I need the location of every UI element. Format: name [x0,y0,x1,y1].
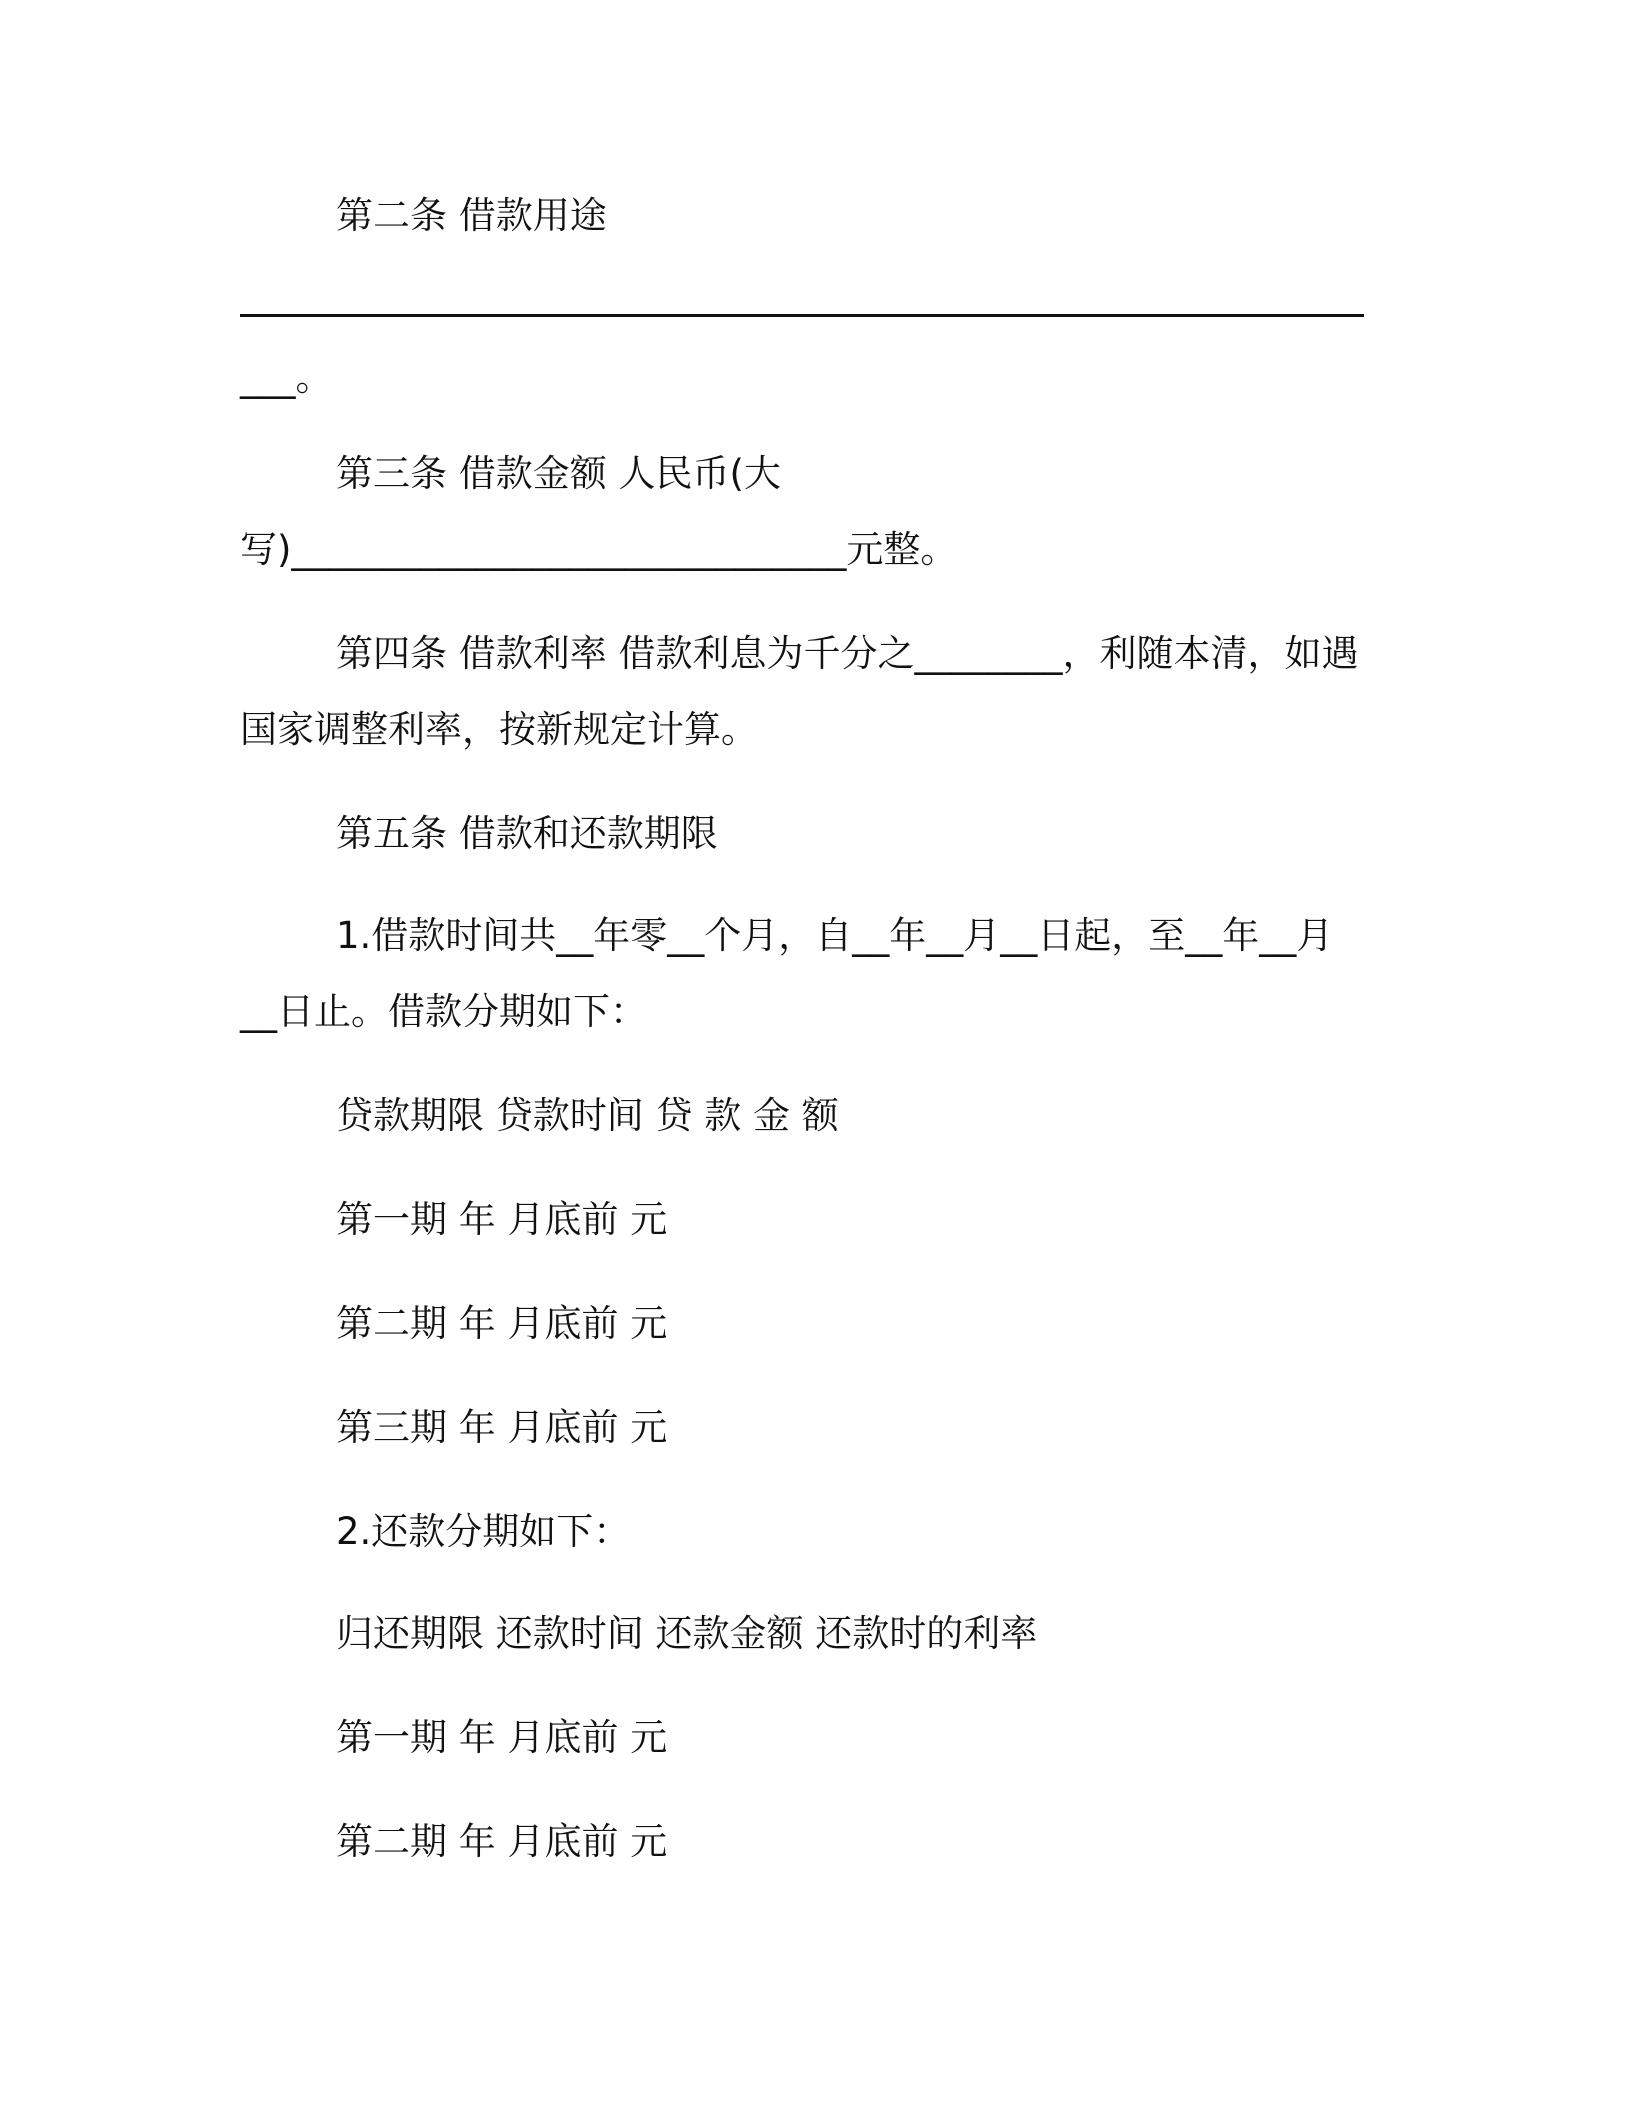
loan-purpose-blank-line [240,314,1364,317]
article-2-title: 第二条 借款用途 [336,194,607,237]
article-4-line-1: 第四条 借款利率 借款利息为千分之________，利随本清，如遇 [336,632,1359,675]
article-3-line-2: 写)______________________________元整。 [240,528,958,571]
repay-row: 第二期 年 月底前 元 [336,1820,668,1863]
loan-row: 第一期 年 月底前 元 [336,1198,668,1241]
loan-row: 第二期 年 月底前 元 [336,1302,668,1345]
article-5-item-1-line-2: __日止。借款分期如下： [240,990,647,1033]
article-5-title: 第五条 借款和还款期限 [336,812,718,855]
article-5-item-2: 2.还款分期如下： [336,1510,631,1553]
article-4-line-2: 国家调整利率，按新规定计算。 [240,708,758,751]
repay-row: 第一期 年 月底前 元 [336,1716,668,1759]
article-5-item-1-line-1: 1.借款时间共__年零__个月，自__年__月__日起，至__年__月 [336,914,1334,957]
loan-purpose-blank-end: ___。 [240,356,333,399]
article-3-line-1: 第三条 借款金额 人民币(大 [336,452,781,495]
loan-table-header: 贷款期限 贷款时间 贷 款 金 额 [336,1094,839,1137]
loan-row: 第三期 年 月底前 元 [336,1406,668,1449]
repay-table-header: 归还期限 还款时间 还款金额 还款时的利率 [336,1612,1038,1655]
